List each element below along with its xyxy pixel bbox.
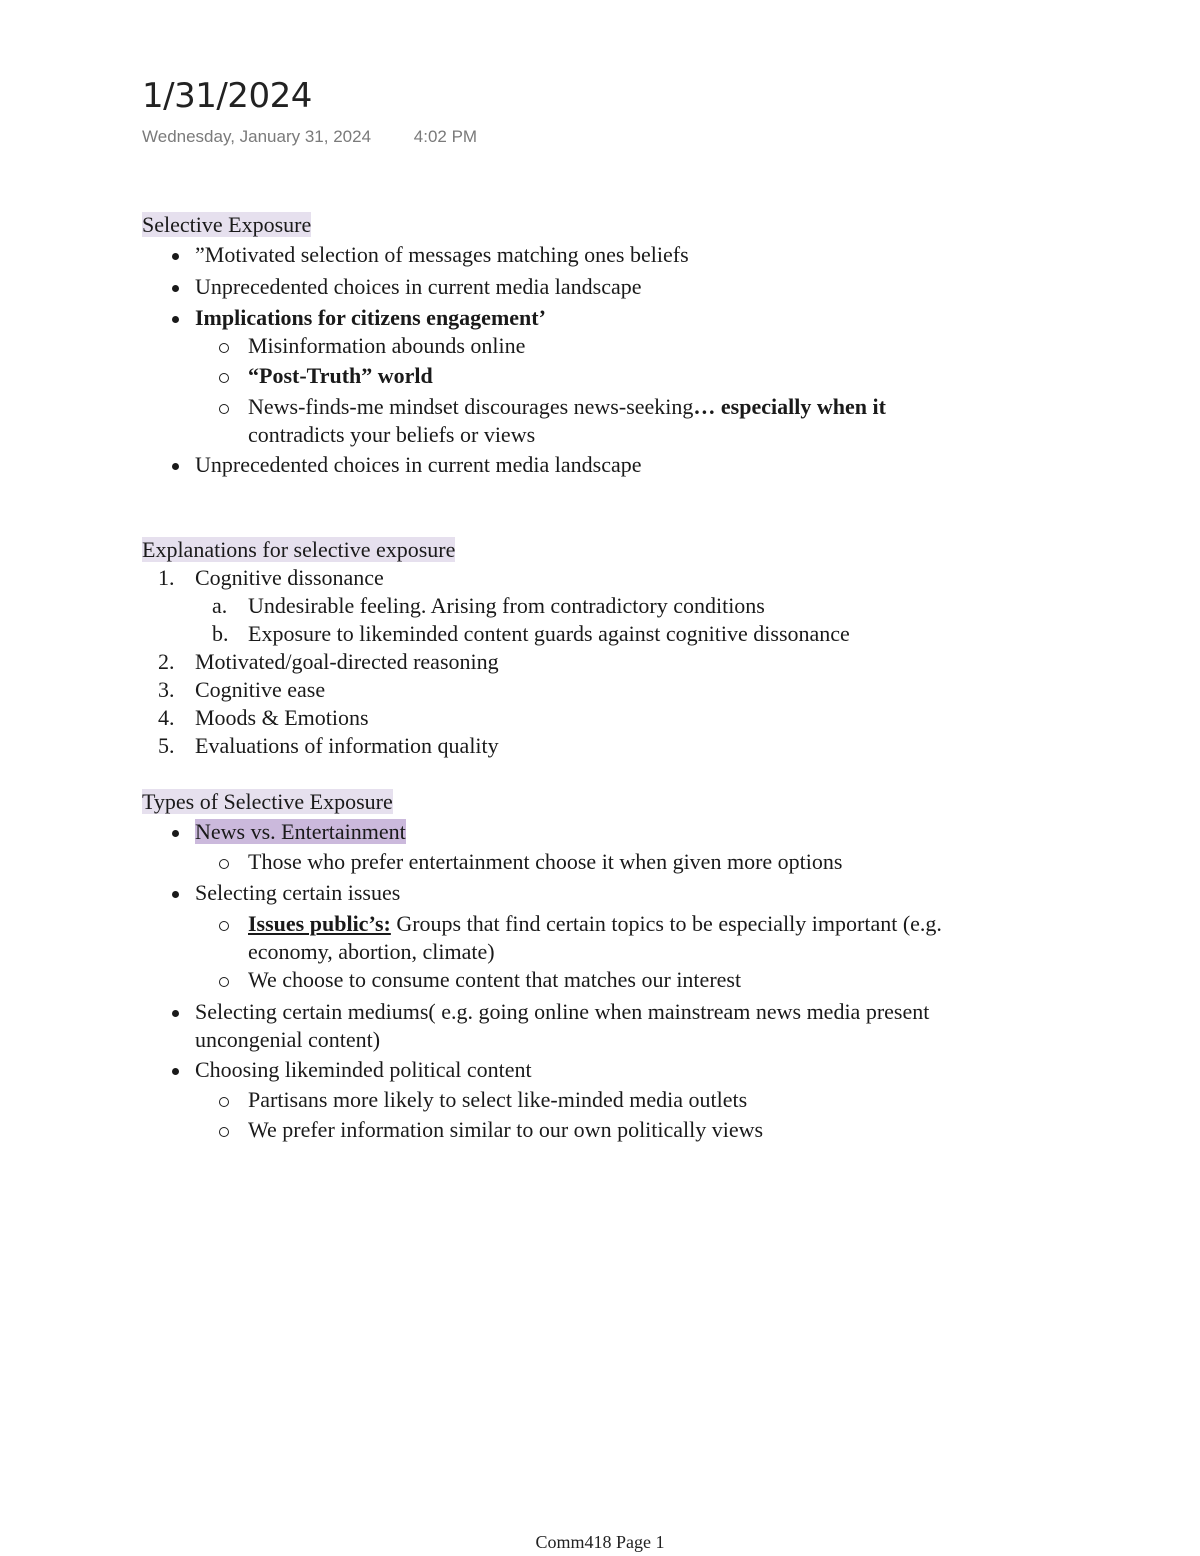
list-item: Partisans more likely to select like-minded media outlets — [248, 1087, 748, 1112]
sub-bullet-icon — [219, 373, 229, 383]
sub-bullet-icon — [219, 859, 229, 869]
list-item: Cognitive dissonance — [195, 565, 384, 590]
list-item: Exposure to likeminded content guards against cognitive dissonance — [248, 621, 850, 646]
bullet-icon — [172, 463, 179, 470]
list-item-continuation: contradicts your beliefs or views — [248, 422, 536, 447]
bullet-icon — [172, 830, 179, 837]
list-item: Misinformation abounds online — [248, 333, 526, 358]
bullet-icon — [172, 253, 179, 260]
sub-bullet-icon — [219, 1127, 229, 1137]
created-time: 4:02 PM — [413, 127, 478, 146]
list-number: 1. — [158, 565, 175, 590]
list-number: 5. — [158, 733, 175, 758]
list-item: Implications for citizens engagement’ — [195, 305, 546, 330]
list-number: 2. — [158, 649, 175, 674]
bullet-icon — [172, 891, 179, 898]
list-item: “Post-Truth” world — [248, 363, 433, 388]
list-item: ”Motivated selection of messages matching ones beliefs — [195, 242, 689, 267]
section-heading-selective-exposure: Selective Exposure — [142, 212, 312, 237]
list-number: 3. — [158, 677, 175, 702]
list-item: News-finds-me mindset discourages news-seeking — [248, 394, 694, 419]
list-item-continuation: uncongenial content) — [195, 1027, 381, 1052]
list-item-continuation: economy, abortion, climate) — [248, 939, 495, 964]
list-item: Cognitive ease — [195, 677, 326, 702]
section-heading-types: Types of Selective Exposure — [142, 789, 393, 814]
list-item: Groups that find certain topics to be especially important (e.g. — [390, 911, 942, 936]
term-issues-publics: Issues public’s: — [248, 911, 391, 936]
bullet-icon — [172, 285, 179, 292]
list-item: Evaluations of information quality — [195, 733, 499, 758]
list-item: Unprecedented choices in current media landscape — [195, 274, 642, 299]
list-number: 4. — [158, 705, 175, 730]
page-footer: Comm418 Page 1 — [535, 1532, 665, 1552]
sub-bullet-icon — [219, 921, 229, 931]
bullet-icon — [172, 1068, 179, 1075]
note-body[interactable] — [142, 211, 1102, 1144]
list-item: We choose to consume content that matches our interest — [248, 967, 742, 992]
sub-bullet-icon — [219, 343, 229, 353]
list-item: Those who prefer entertainment choose it when given more options — [248, 849, 843, 874]
list-item-emphasis: … especially when it — [693, 394, 886, 419]
sub-bullet-icon — [219, 404, 229, 414]
list-item: Unprecedented choices in current media landscape — [195, 452, 642, 477]
section-heading-explanations: Explanations for selective exposure — [142, 537, 456, 562]
list-letter: a. — [212, 593, 228, 618]
bullet-icon — [172, 316, 179, 323]
list-item-highlighted: News vs. Entertainment — [195, 819, 406, 844]
created-date: Wednesday, January 31, 2024 — [142, 127, 372, 146]
bullet-icon — [172, 1010, 179, 1017]
list-item: Motivated/goal-directed reasoning — [195, 649, 499, 674]
page-title: 1/31/2024 — [142, 76, 312, 116]
page-metadata — [142, 127, 477, 147]
list-item: Undesirable feeling. Arising from contradictory conditions — [248, 593, 765, 618]
list-item: We prefer information similar to our own politically views — [248, 1117, 764, 1142]
list-item: Choosing likeminded political content — [195, 1057, 532, 1082]
sub-bullet-icon — [219, 977, 229, 987]
sub-bullet-icon — [219, 1097, 229, 1107]
list-item: Moods & Emotions — [195, 705, 369, 730]
list-letter: b. — [212, 621, 229, 646]
list-item: Selecting certain mediums( e.g. going online when mainstream news media present — [195, 999, 930, 1024]
list-item: Selecting certain issues — [195, 880, 401, 905]
